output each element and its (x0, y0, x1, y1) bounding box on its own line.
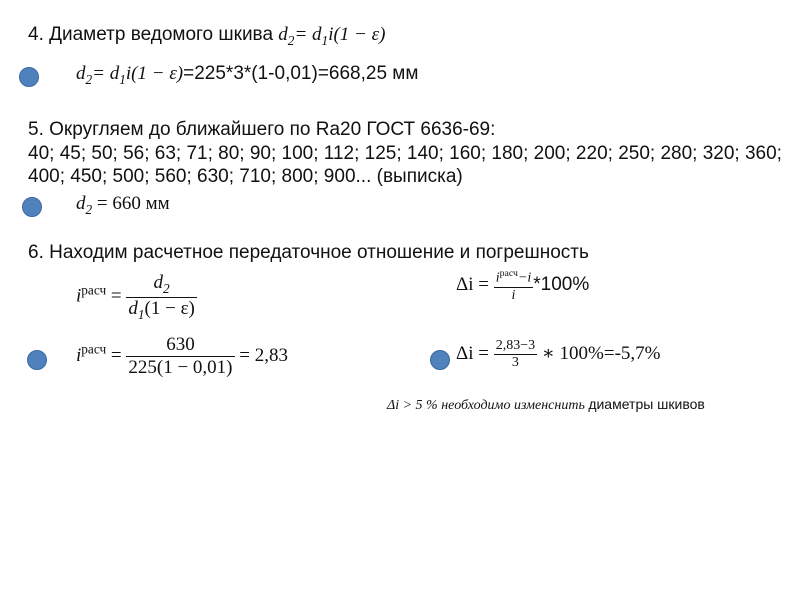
bullet-icon (430, 350, 450, 370)
step5-series-line2: 400; 450; 500; 560; 630; 710; 800; 900... (выписка) (28, 166, 463, 187)
step5-series-line1: 40; 45; 50; 56; 63; 71; 80; 90; 100; 112; 125; 140; 160; 180; 200; 220; 250; 280; 320; 360; (28, 143, 782, 164)
step5-result: $d_2 = 660$ мм (76, 193, 170, 217)
step4-title: 4. Диаметр ведомого шкива (28, 24, 274, 45)
step4-heading (28, 24, 385, 49)
gear-ratio-calc: $i^{расч}$ = $\frac{630}{225(1 - 0,01)}$ = 2,83 (76, 334, 288, 378)
gear-ratio-formula: $i^{расч}$ = $\frac{d_2}{d_1(1 - \varepsilon)}$ (76, 272, 195, 322)
step4-formula: $d_2= d_1i(1 - \varepsilon)$ (278, 24, 386, 48)
step4-calc: $d_2= d_1i(1 - \varepsilon)=225*3*(1-0,01)=668,25$ мм (76, 63, 419, 87)
bullet-icon (27, 350, 47, 370)
error-formula: Δi = $\frac{i^{расч}-i}{i}$ *100% (456, 268, 590, 303)
error-calc: Δi = $\frac{2,83-3}{3}$ ∗ 100%=-5,7% (456, 338, 661, 370)
step6-title: 6. Находим расчетное передаточное отношение и погрешность (28, 242, 589, 263)
step5-title: 5. Округляем до ближайшего по Ra20 ГОСТ 6636-69: (28, 119, 496, 140)
conclusion-note: Δi > 5 % необходимо изменснить диаметры шкивов (387, 396, 705, 413)
bullet-icon (22, 197, 42, 217)
bullet-icon (19, 67, 39, 87)
step4-calc-result: =225*3*(1-0,01)=668,25 мм (183, 63, 419, 84)
